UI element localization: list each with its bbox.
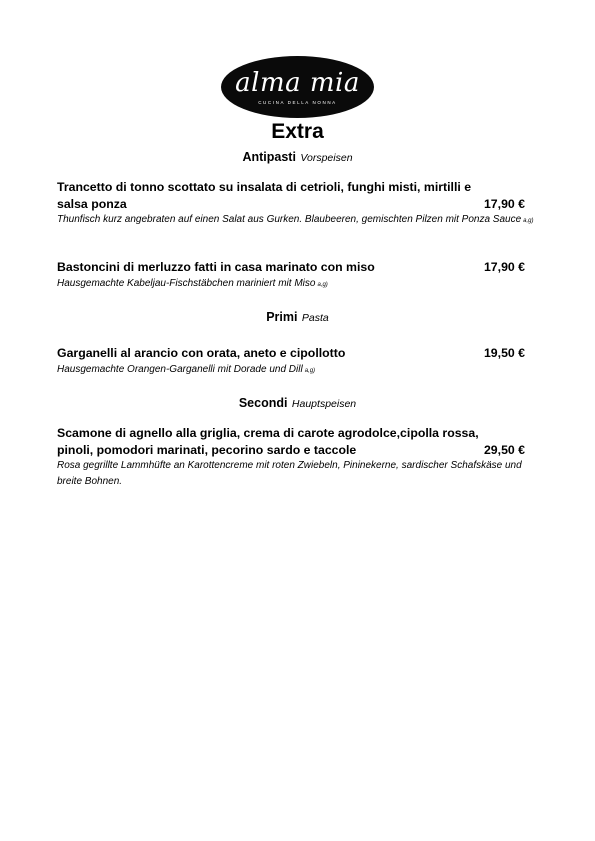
dish-description xyxy=(57,276,542,293)
section-name: Primi xyxy=(266,310,298,324)
alma-mia-logo xyxy=(221,56,374,118)
dish-name: Trancetto di tonno scottato su insalata di cetrioli, funghi misti, mirtilli e salsa ponza xyxy=(57,180,472,211)
dish-item xyxy=(57,345,542,379)
logo-tagline: CUCINA DELLA NONNA xyxy=(258,100,337,105)
dish-name: Bastoncini di merluzzo fatti in casa marinato con miso xyxy=(57,260,375,274)
section-subtitle: Pasta xyxy=(301,312,329,324)
dish-price: 29,50 € xyxy=(483,442,525,457)
dish-price: 19,50 € xyxy=(483,346,525,360)
dish-description-text: Hausgemachte Kabeljau-Fischstäbchen mariniert mit Miso xyxy=(57,277,316,289)
dish-description xyxy=(57,362,542,379)
dish-description-text: Hausgemachte Orangen-Garganelli mit Dorade und Dill xyxy=(57,363,303,375)
dish-price: 17,90 € xyxy=(483,260,525,274)
dish-description xyxy=(57,458,542,490)
section-name: Secondi xyxy=(238,396,288,410)
allergen-codes: a,g) xyxy=(523,218,534,224)
allergen-codes: a,g) xyxy=(304,367,316,374)
section-heading-antipasti xyxy=(0,149,595,166)
section-heading-secondi xyxy=(0,395,595,412)
dish-description-text: Rosa gegrillte Lammhüfte an Karottencreme mit roten Zwiebeln, Pininekerne, sardischer Schafskäse und breite Bohnen. xyxy=(57,460,522,487)
section-subtitle: Hauptspeisen xyxy=(291,398,357,410)
logo-name: alma mia xyxy=(235,68,360,98)
dish-item xyxy=(57,259,542,293)
section-name: Antipasti xyxy=(242,150,296,164)
section-heading-primi xyxy=(0,309,595,326)
dish-name: Garganelli al arancio con orata, aneto e cipollotto xyxy=(57,346,346,360)
dish-description-text: Thunfisch kurz angebraten auf einen Salat aus Gurken. Blaubeeren, gemischten Pilzen mit Ponza Sauce xyxy=(57,214,522,225)
dish-price: 17,90 € xyxy=(483,196,525,211)
section-subtitle: Vorspeisen xyxy=(300,152,353,164)
dish-description xyxy=(57,212,542,229)
dish-name: Scamone di agnello alla griglia, crema di carote agrodolce,cipolla rossa, pinoli, pomodori marinati, pecorino sardo e taccole xyxy=(57,426,479,457)
dish-item xyxy=(57,425,542,490)
page-title: Extra xyxy=(271,120,324,143)
allergen-codes: a,g) xyxy=(317,281,328,288)
dish-item xyxy=(57,179,542,229)
